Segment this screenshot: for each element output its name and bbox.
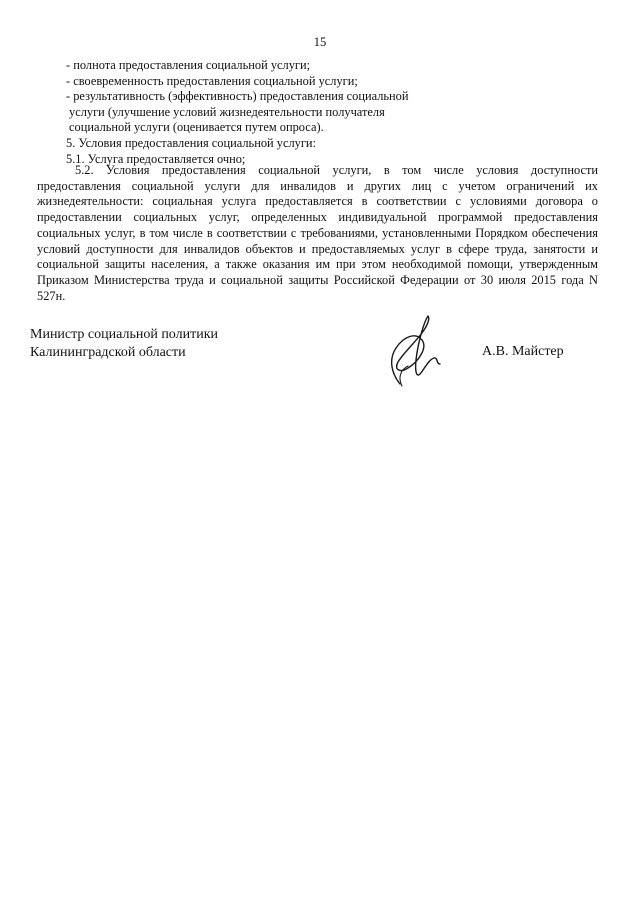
subsection-item: 5.1. Услуга предоставляется очно;	[66, 151, 246, 166]
list-item-continuation: социальной услуги (оценивается путем опроса).	[69, 120, 324, 135]
section-heading: 5. Условия предоставления социальной услуги:	[66, 135, 316, 150]
signatory-name: А.В. Майстер	[482, 344, 564, 359]
list-item: - своевременность предоставления социальной услуги;	[66, 73, 358, 88]
list-item: - результативность (эффективность) предоставления социальной	[66, 89, 409, 104]
signatory-position	[30, 326, 218, 362]
handwritten-signature-icon	[378, 312, 448, 392]
signatory-position-line: Калининградской области	[30, 345, 186, 360]
signatory-position-line: Министр социальной политики	[30, 327, 219, 342]
paragraph-5-2	[37, 163, 598, 304]
list-item: - полнота предоставления социальной услуги;	[66, 58, 311, 72]
page-number: 15	[313, 35, 327, 49]
paragraph-text: 5.2. Условия предоставления социальной услуги, в том числе условия доступности предоставления социальной услуги для инвалидов и других лиц с учетом ограничений их жизнедеятельности: социальная услуга предоставляется в соответствии с условиями договора о предоставлении социальных услуг, определенных индивидуальной программой предоставления социальных услуг, в том числе в соответствии с требованиями, установленными Порядком обеспечения условий доступности для инвалидов объектов и предоставляемых услуг в сфере труда, занятости и социальной защиты населения, а также оказания им при этом необходимой помощи, утвержденным Приказом Министерства труда и социальной защиты Российской Федерации от 30 июля 2015 года N 527н.	[37, 163, 598, 303]
list-item-continuation: услуги (улучшение условий жизнедеятельности получателя	[69, 104, 385, 119]
criteria-list	[66, 58, 598, 167]
